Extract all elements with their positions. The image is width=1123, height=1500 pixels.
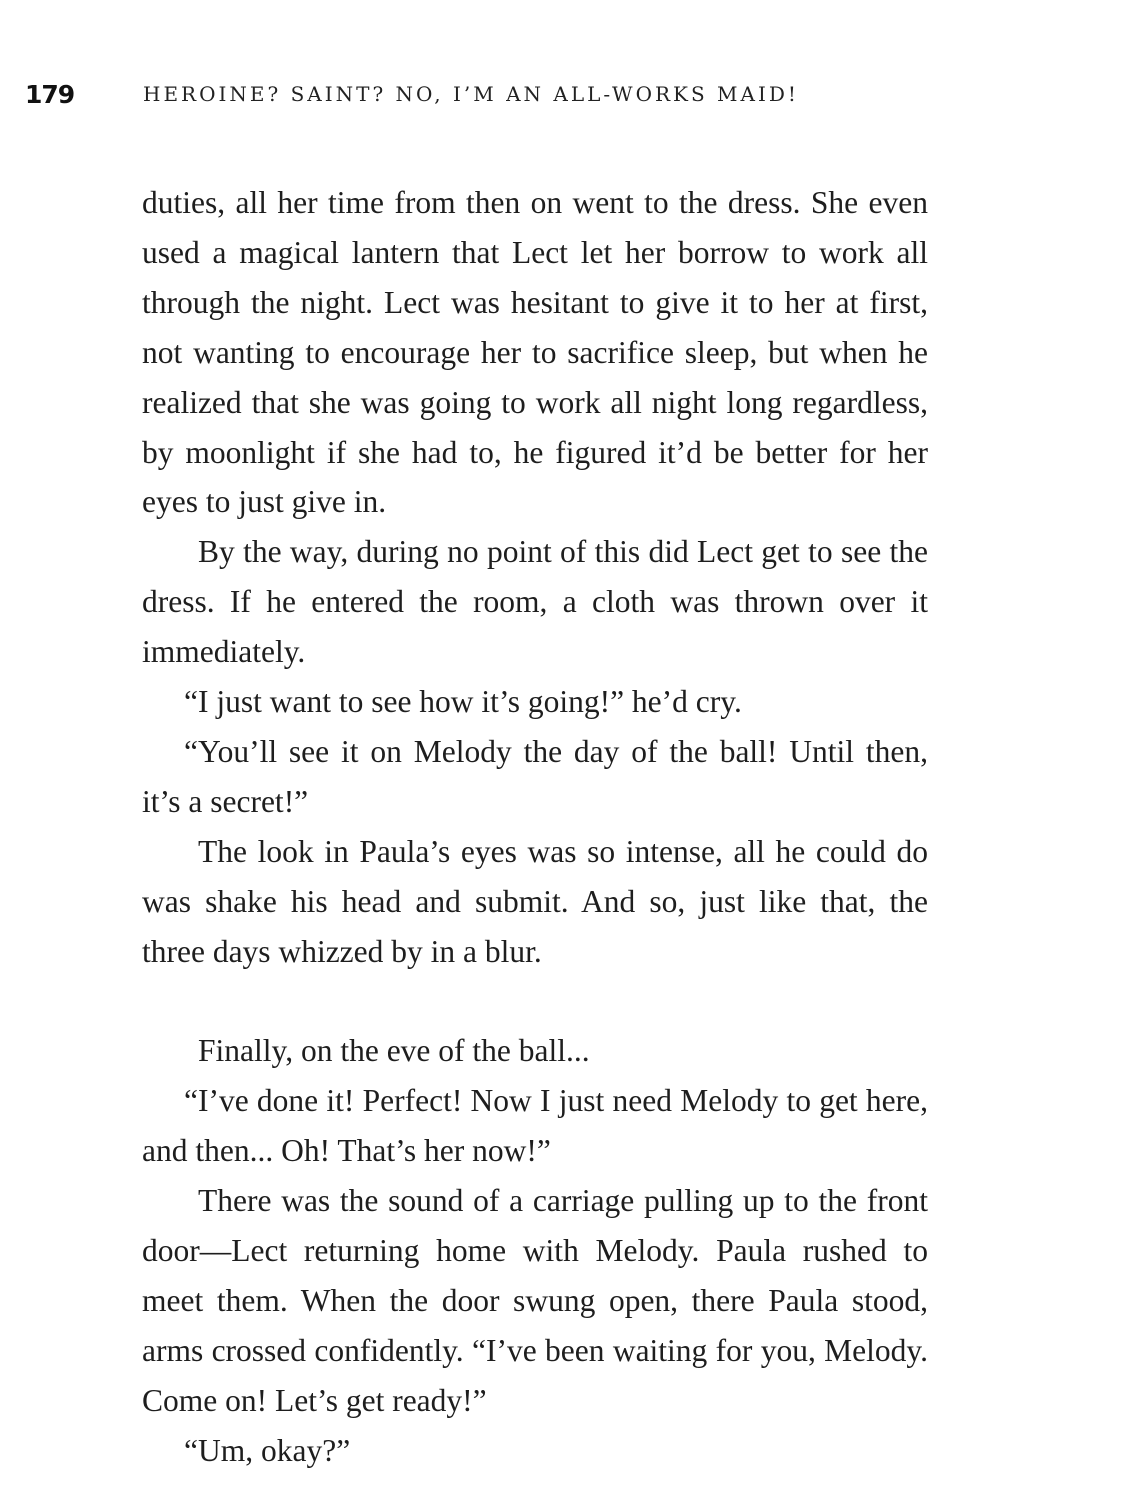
- page-number: 179: [25, 79, 75, 109]
- scene-break-paragraph: Finally, on the eve of the ball...: [198, 1033, 590, 1069]
- book-title: HEROINE? SAINT? NO, I’M AN ALL-WORKS MAID!: [143, 82, 799, 106]
- paragraph: duties, all her time from then on went to the dress. She even used a magical lantern that Lect let her borrow to work all through the night. Lect was hesitant to give it to her at first, not wanting to encourage her to sacrifice sleep, but when he realized that she was going to work all night long regardless, by moonlight if she had to, he figured it’d be better for her eyes to just give in.: [142, 185, 928, 520]
- running-head: [25, 74, 799, 114]
- dialogue-paragraph: “I’ve done it! Perfect! Now I just need Melody to get here, and then... Oh! That’s her now!”: [142, 1083, 928, 1169]
- paragraph: There was the sound of a carriage pulling up to the front door—Lect returning home with Melody. Paula rushed to meet them. When the door swung open, there Paula stood, arms crossed confidently. “I’ve been waiting for you, Melody. Come on! Let’s get ready!”: [142, 1183, 928, 1418]
- body-text: [142, 178, 928, 1476]
- dialogue-paragraph: “You’ll see it on Melody the day of the ball! Until then, it’s a secret!”: [142, 733, 928, 819]
- paragraph: By the way, during no point of this did Lect get to see the dress. If he entered the room, a cloth was thrown over it immediately.: [142, 534, 928, 670]
- paragraph: The look in Paula’s eyes was so intense, all he could do was shake his head and submit. And so, just like that, the three days whizzed by in a blur.: [142, 833, 928, 969]
- dialogue-paragraph: “Um, okay?”: [184, 1432, 351, 1468]
- dialogue-paragraph: “I just want to see how it’s going!” he’d cry.: [184, 684, 742, 720]
